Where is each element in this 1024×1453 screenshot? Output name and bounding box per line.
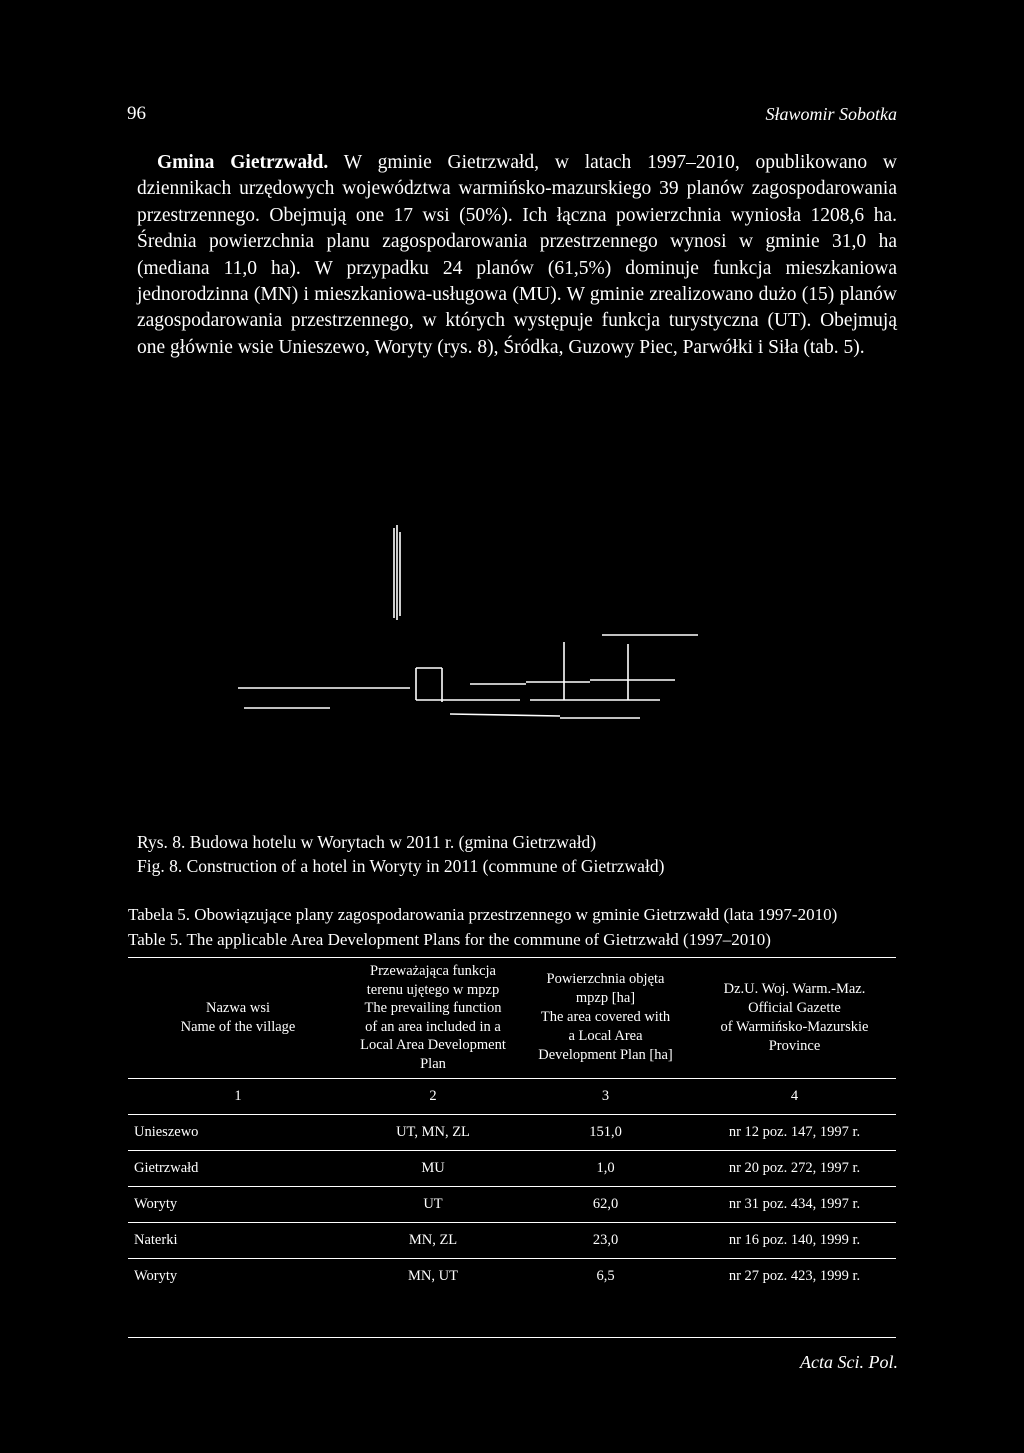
cell-village: Unieszewo <box>134 1123 199 1140</box>
cell-function: UT, MN, ZL <box>396 1123 470 1140</box>
header-line: of an area included in a <box>365 1018 501 1035</box>
cell-village: Gietrzwałd <box>134 1159 199 1176</box>
header-line: The area covered with <box>540 1009 671 1026</box>
header-gazette <box>693 958 896 1078</box>
cell-function: MN, ZL <box>408 1231 458 1248</box>
body-paragraph <box>137 150 897 361</box>
column-number: 1 <box>234 1087 242 1104</box>
column-number-row <box>128 1078 896 1114</box>
hotel-photo <box>230 520 710 730</box>
paragraph-lead: Gmina Gietrzwałd. <box>157 152 329 173</box>
table-row <box>128 1222 896 1258</box>
cell-gazette: nr 12 poz. 147, 1997 r. <box>728 1123 861 1140</box>
header-function <box>348 958 518 1078</box>
page-number: 96 <box>127 103 146 124</box>
header-line: Local Area Development <box>360 1037 506 1054</box>
cell-area: 1,0 <box>596 1159 615 1176</box>
table-caption-pl: Tabela 5. Obowiązujące plany zagospodarowania przestrzennego w gminie Gietrzwałd (lata 1997-2010) <box>128 905 838 924</box>
cell-function: MN, UT <box>408 1267 458 1284</box>
header-line: Development Plan [ha] <box>538 1047 673 1064</box>
cell-gazette: nr 27 poz. 423, 1999 r. <box>728 1267 861 1284</box>
header-area <box>518 958 693 1078</box>
header-line: terenu ujętego w mpzp <box>366 981 500 998</box>
cell-area: 23,0 <box>592 1231 619 1248</box>
paragraph-text: W gminie Gietrzwałd, w latach 1997–2010, opublikowano w dziennikach urzędowych województwa warmińsko-mazurskiego 39 planów zagospodarowania przestrzennego. Obejmują one 17 wsi (50%). Ich łączna powierzchnia wyniosła 1208,6 ha. Średnia powierzchnia planu zagospodarowania przestrzennego wynosi w gminie 31,0 ha (mediana 11,0 ha). W przypadku 24 planów (61,5%) dominuje funkcja mieszkaniowa jednorodzinna (MN) i mieszkaniowa-usługowa (MU). W gminie zrealizowano dużo (15) planów zagospodarowania przestrzennego, w których występuje funkcja turystyczna (UT). Obejmują one głównie wsie Unieszewo, Woryty (rys. 8), Śródka, Guzowy Piec, Parwółki i Siła (tab. 5). <box>137 152 897 358</box>
plans-table <box>128 958 896 1294</box>
column-number: 4 <box>790 1087 799 1104</box>
table-row <box>128 1258 896 1294</box>
table-header-row <box>128 958 896 1078</box>
cell-gazette: nr 20 poz. 272, 1997 r. <box>728 1159 861 1176</box>
header-line: Dz.U. Woj. Warm.-Maz. <box>723 980 866 997</box>
header-line: Plan <box>420 1055 446 1072</box>
cell-gazette: nr 16 poz. 140, 1999 r. <box>728 1231 861 1248</box>
figure-caption-en: Fig. 8. Construction of a hotel in Woryty in 2011 (commune of Gietrzwałd) <box>137 856 665 876</box>
cell-area: 62,0 <box>592 1195 619 1212</box>
table-row <box>128 1186 896 1222</box>
header-line: a Local Area <box>568 1028 643 1045</box>
column-number: 3 <box>601 1087 610 1104</box>
table-row <box>128 1150 896 1186</box>
header-village-pl: Nazwa wsi <box>205 999 271 1016</box>
running-head-author: Sławomir Sobotka <box>765 104 897 124</box>
header-line: Przeważająca funkcja <box>370 963 496 980</box>
header-line: Powierzchnia objęta <box>546 971 665 988</box>
header-village <box>128 958 348 1078</box>
header-line: mpzp [ha] <box>575 990 636 1007</box>
header-line: Province <box>768 1037 821 1054</box>
cell-village: Naterki <box>134 1231 178 1248</box>
cell-function: MU <box>421 1159 445 1176</box>
cell-gazette: nr 31 poz. 434, 1997 r. <box>728 1195 861 1212</box>
table-row <box>128 1114 896 1150</box>
journal-name: Acta Sci. Pol. <box>800 1352 898 1372</box>
cell-village: Woryty <box>134 1195 178 1212</box>
header-village-en: Name of the village <box>180 1018 296 1035</box>
header-line: Official Gazette <box>748 999 841 1016</box>
header-line: The prevailing function <box>364 1000 502 1017</box>
header-line: of Warmińsko-Mazurskie <box>720 1018 869 1035</box>
figure-caption-pl: Rys. 8. Budowa hotelu w Worytach w 2011 r. (gmina Gietrzwałd) <box>137 832 597 852</box>
cell-area: 151,0 <box>589 1123 622 1140</box>
footer-rule <box>128 1337 896 1338</box>
column-number: 2 <box>429 1087 437 1104</box>
table-caption-en: Table 5. The applicable Area Development Plans for the commune of Gietrzwałd (1997–2010) <box>128 930 771 949</box>
cell-function: UT <box>423 1195 443 1212</box>
cell-area: 6,5 <box>596 1267 615 1284</box>
cell-village: Woryty <box>134 1267 178 1284</box>
